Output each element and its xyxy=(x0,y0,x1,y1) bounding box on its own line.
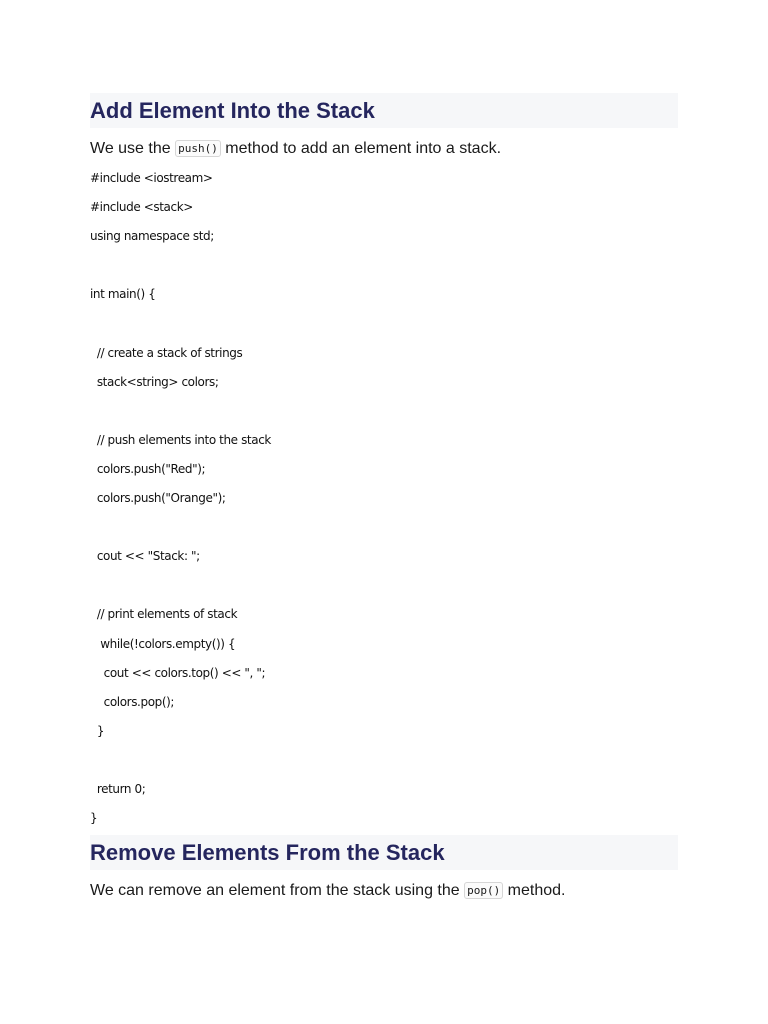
code-line: } xyxy=(90,723,105,738)
code-line xyxy=(90,571,678,600)
intro-text-before: We use the xyxy=(90,140,176,157)
code-line: // print elements of stack xyxy=(90,607,238,622)
intro-text-after: method. xyxy=(503,882,566,900)
code-line xyxy=(90,513,678,542)
section-heading-band-add xyxy=(90,93,678,128)
code-line: } xyxy=(90,811,98,826)
intro-text-before: We can remove an element from the stack using the xyxy=(90,882,465,900)
code-line: // create a stack of strings xyxy=(90,345,243,360)
code-line xyxy=(90,397,678,426)
code-line: cout << colors.top() << ", "; xyxy=(90,665,266,680)
heading-add-element: Add Element Into the Stack xyxy=(90,98,375,123)
intro-text-after: method to add an element into a stack. xyxy=(220,140,502,157)
code-line xyxy=(90,746,678,775)
code-line: while(!colors.empty()) { xyxy=(90,636,236,651)
code-line: colors.push("Orange"); xyxy=(90,491,226,506)
inline-code-pop: pop() xyxy=(464,882,503,899)
heading-remove-elements: Remove Elements From the Stack xyxy=(90,840,445,866)
section-heading-band-remove xyxy=(90,835,678,870)
code-line: colors.push("Red"); xyxy=(90,461,206,476)
code-line: colors.pop(); xyxy=(90,694,175,709)
document-page xyxy=(90,93,678,902)
inline-code-push: push() xyxy=(175,140,221,157)
code-line: return 0; xyxy=(90,781,146,796)
code-line: using namespace std; xyxy=(90,229,214,244)
code-line: int main() { xyxy=(90,287,156,302)
code-line: #include <stack> xyxy=(90,200,193,215)
code-line xyxy=(90,309,678,338)
intro-paragraph-push xyxy=(90,138,678,160)
code-line: #include <iostream> xyxy=(90,171,213,185)
code-line: stack<string> colors; xyxy=(90,374,219,389)
code-line: cout << "Stack: "; xyxy=(90,549,200,564)
code-line: // push elements into the stack xyxy=(90,432,271,447)
code-block xyxy=(90,164,678,833)
intro-paragraph-pop xyxy=(90,880,678,902)
code-line xyxy=(90,251,678,280)
